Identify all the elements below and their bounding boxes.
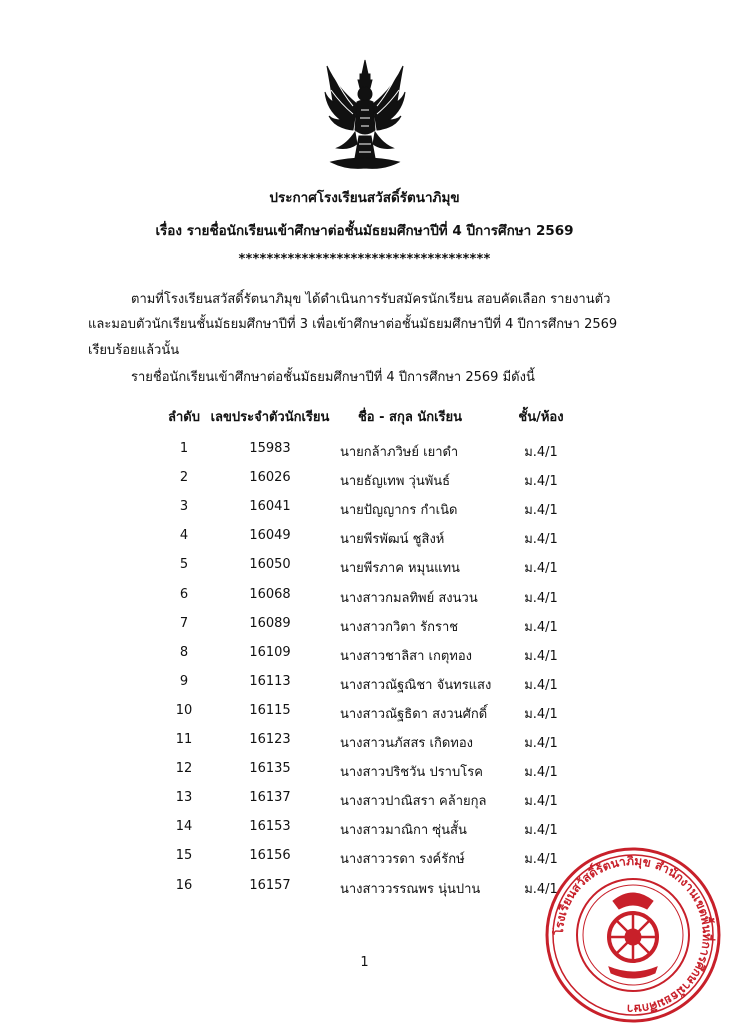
row-full-name: นางสาวปริชวัน ปราบโรค	[340, 765, 483, 781]
row-class-room: ม.4/1	[524, 706, 558, 722]
row-class-room: ม.4/1	[524, 561, 558, 577]
row-order: 7	[179, 615, 189, 631]
row-class-room: ม.4/1	[524, 590, 558, 606]
row-student-id: 16068	[249, 586, 291, 602]
header-class-room: ชั้น/ห้อง	[518, 410, 564, 425]
row-order: 14	[175, 819, 193, 835]
row-student-id: 16157	[249, 877, 291, 893]
separator-line: ************************************	[238, 252, 491, 267]
row-order: 12	[175, 761, 193, 777]
row-student-id: 15983	[249, 441, 291, 456]
row-order: 4	[179, 528, 189, 544]
row-class-room: ม.4/1	[524, 852, 558, 868]
table-row	[0, 819, 729, 839]
row-order: 2	[179, 470, 189, 486]
table-header-row	[0, 406, 729, 426]
row-full-name: นางสาวปาณิสรา คล้ายกุล	[340, 794, 487, 810]
row-order: 11	[175, 732, 193, 747]
header-full-name: ชื่อ - สกุล นักเรียน	[357, 410, 463, 425]
row-student-id: 16089	[249, 615, 291, 631]
body-paragraph-line-3: เรียบร้อยแล้วนั้น	[88, 343, 180, 358]
header-student-id: เลขประจำตัวนักเรียน	[210, 410, 330, 425]
row-full-name: นางสาวณัฐธิดา สงวนศักดิ์	[340, 706, 488, 722]
table-row	[0, 470, 729, 490]
row-order: 13	[175, 790, 193, 806]
table-row	[0, 732, 729, 752]
row-student-id: 16109	[249, 644, 291, 660]
table-row	[0, 441, 729, 461]
table-row	[0, 703, 729, 723]
row-order: 6	[179, 586, 189, 602]
row-student-id: 16026	[249, 470, 291, 486]
table-row	[0, 790, 729, 810]
garuda-emblem-icon	[323, 58, 407, 174]
row-student-id: 16123	[249, 732, 291, 747]
row-order: 8	[179, 644, 189, 660]
row-class-room: ม.4/1	[524, 619, 558, 635]
row-full-name: นางสาวกวิตา รักราช	[340, 619, 459, 635]
table-row	[0, 557, 729, 577]
row-student-id: 16050	[249, 557, 291, 573]
table-row	[0, 587, 729, 607]
row-full-name: นายกล้าภวิษย์ เยาดำ	[340, 445, 459, 460]
body-paragraph-line-2: และมอบตัวนักเรียนชั้นมัธยมศึกษาปีที่ 3 เพื่อเข้าศึกษาต่อชั้นมัธยมศึกษาปีที่ 4 ปีการศึกษา 2569	[88, 317, 618, 332]
stamp-text: โรงเรียนสวัสดิ์รัตนาภิมุข สำนักงานเขตพื้นที่การศึกษามัธยมศึกษา	[551, 853, 715, 1017]
body-paragraph-line-4: รายชื่อนักเรียนเข้าศึกษาต่อชั้นมัธยมศึกษาปีที่ 4 ปีการศึกษา 2569 มีดังนี้	[131, 370, 535, 385]
row-order: 15	[175, 848, 193, 864]
table-row	[0, 528, 729, 548]
row-full-name: นางสาวณัฐณิชา จันทรแสง	[340, 677, 492, 693]
row-student-id: 16156	[249, 848, 291, 864]
row-class-room: ม.4/1	[524, 736, 558, 751]
row-class-room: ม.4/1	[524, 445, 558, 460]
row-full-name: นายธัญเทพ วุ่นพันธ์	[340, 474, 451, 490]
table-row	[0, 499, 729, 519]
row-class-room: ม.4/1	[524, 503, 558, 519]
row-class-room: ม.4/1	[524, 532, 558, 548]
row-full-name: นายพีรพัฒน์ ชูสิงห์	[340, 532, 445, 548]
body-paragraph-line-1: ตามที่โรงเรียนสวัสดิ์รัตนาภิมุข ได้ดำเนินการรับสมัครนักเรียน สอบคัดเลือก รายงานตัว	[131, 292, 611, 307]
row-student-id: 16137	[249, 790, 291, 806]
row-class-room: ม.4/1	[524, 823, 558, 839]
table-row	[0, 645, 729, 665]
table-row	[0, 761, 729, 781]
row-full-name: นางสาวกมลทิพย์ สงนวน	[340, 590, 478, 606]
row-student-id: 16115	[249, 702, 291, 718]
row-student-id: 16049	[249, 528, 291, 544]
header-order: ลำดับ	[168, 410, 200, 425]
row-order: 16	[175, 877, 193, 893]
row-student-id: 16135	[249, 761, 291, 777]
row-class-room: ม.4/1	[524, 794, 558, 810]
row-order: 10	[175, 702, 193, 718]
row-order: 1	[179, 441, 189, 456]
table-row	[0, 674, 729, 694]
row-full-name: นางสาววรรณพร นุ่นปาน	[340, 881, 481, 897]
row-student-id: 16153	[249, 819, 291, 835]
row-order: 3	[179, 499, 189, 515]
row-full-name: นายพีรภาค หมุนแทน	[340, 561, 460, 577]
row-order: 5	[179, 557, 189, 573]
row-class-room: ม.4/1	[524, 474, 558, 490]
row-class-room: ม.4/1	[524, 765, 558, 781]
table-row	[0, 616, 729, 636]
row-full-name: นายปัญญากร กำเนิด	[340, 503, 458, 519]
row-full-name: นางสาววรดา รงค์รักษ์	[340, 852, 465, 868]
row-full-name: นางสาวนภัสสร เกิดทอง	[340, 736, 473, 751]
row-order: 9	[179, 673, 189, 689]
row-student-id: 16041	[249, 499, 291, 515]
row-full-name: นางสาวชาลิสา เกตุทอง	[340, 648, 473, 664]
row-student-id: 16113	[249, 673, 291, 689]
row-full-name: นางสาวมาณิกา ซุ่นสั้น	[340, 823, 467, 839]
row-class-room: ม.4/1	[524, 881, 558, 897]
announcement-title: ประกาศโรงเรียนสวัสดิ์รัตนาภิมุข	[269, 190, 460, 206]
school-stamp-icon	[543, 845, 723, 1025]
announcement-subject: เรื่อง รายชื่อนักเรียนเข้าศึกษาต่อชั้นมัธยมศึกษาปีที่ 4 ปีการศึกษา 2569	[155, 223, 574, 239]
row-class-room: ม.4/1	[524, 677, 558, 693]
page-number: 1	[360, 955, 369, 970]
row-class-room: ม.4/1	[524, 648, 558, 664]
